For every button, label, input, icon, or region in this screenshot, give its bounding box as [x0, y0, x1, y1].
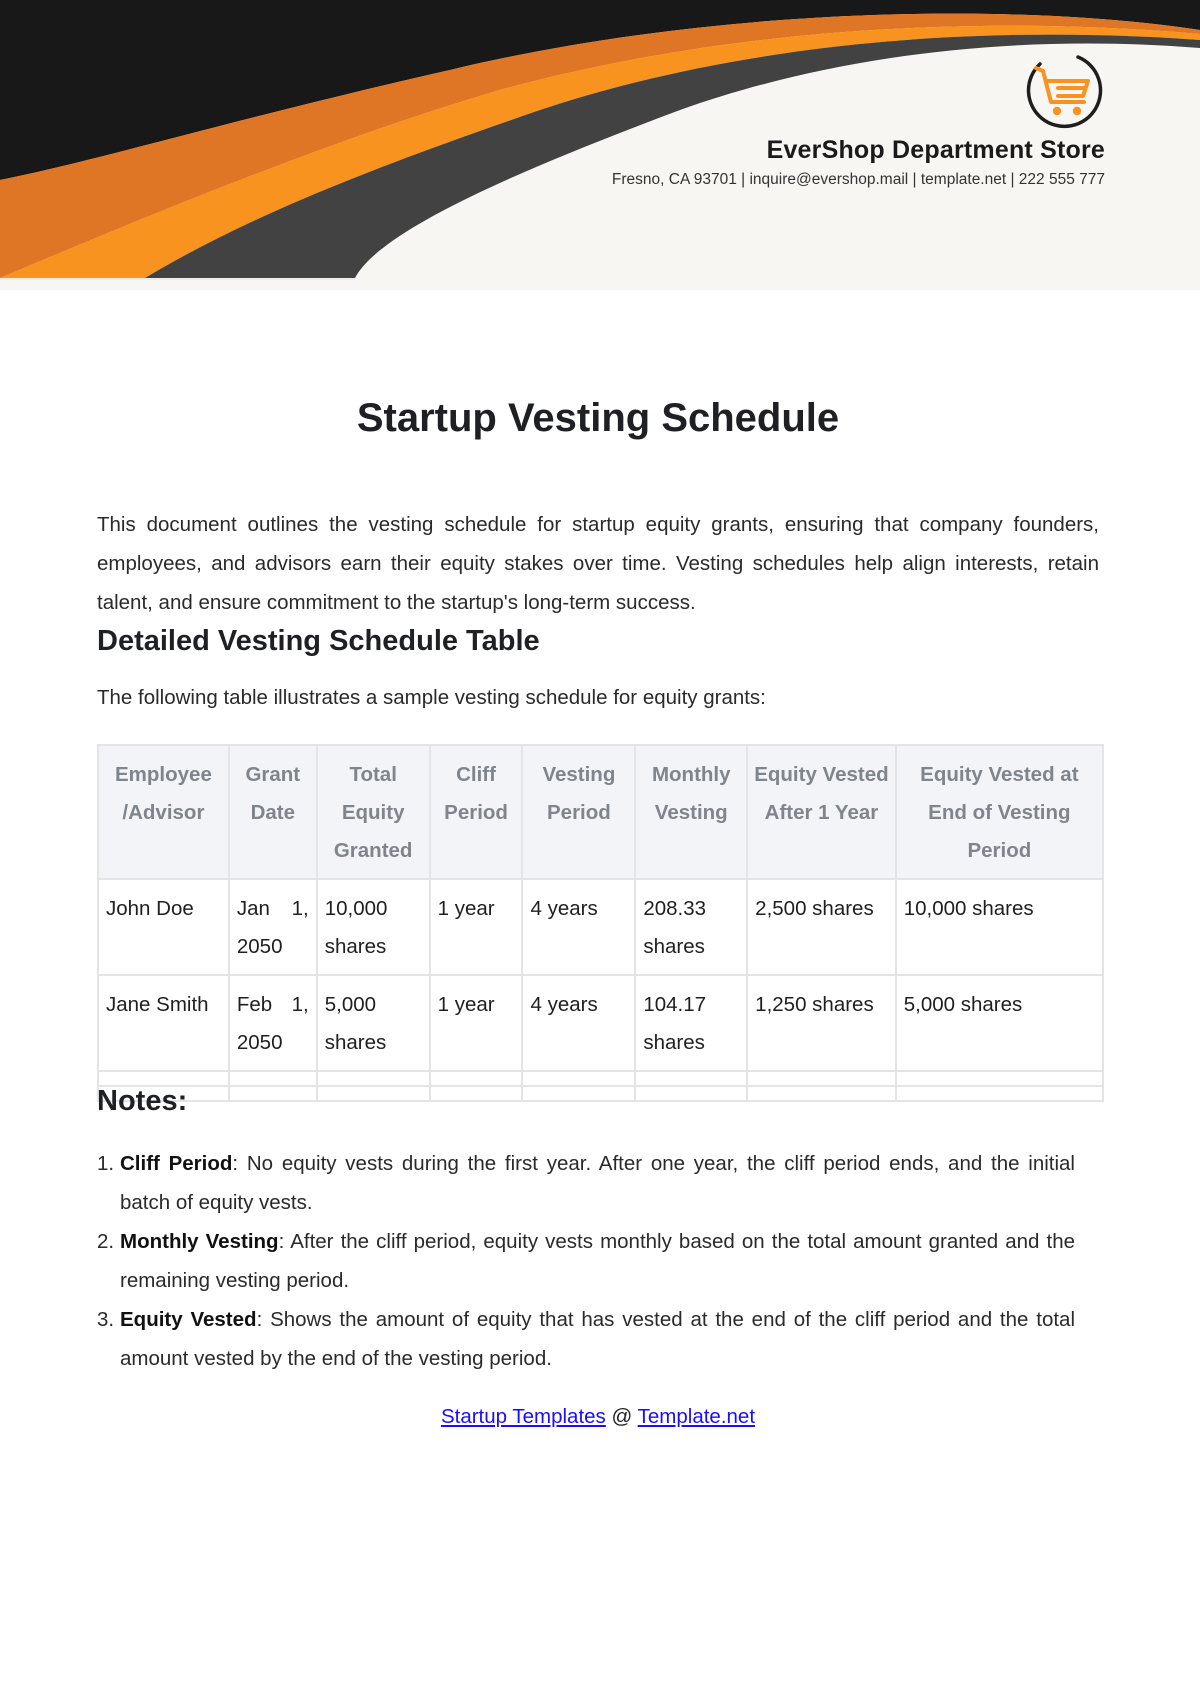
company-name: EverShop Department Store	[766, 136, 1105, 164]
table-cell: 10,000 shares	[317, 879, 430, 975]
note-item	[97, 1222, 1075, 1300]
table-cell	[229, 1071, 317, 1086]
table-cell: 4 years	[522, 975, 635, 1071]
table-cell	[747, 1071, 896, 1086]
note-text: : No equity vests during the first year. After one year, the cliff period ends, and the initial batch of equity vests.	[120, 1152, 1075, 1214]
table-cell: 10,000 shares	[896, 879, 1103, 975]
vesting-schedule-table	[97, 744, 1104, 1102]
table-cell: 1,250 shares	[747, 975, 896, 1071]
column-header: Vesting Period	[522, 745, 635, 879]
table-cell	[229, 1086, 317, 1101]
table-cell	[896, 1071, 1103, 1086]
table-cell	[522, 1086, 635, 1101]
column-header: Monthly Vesting	[635, 745, 747, 879]
table-cell: 5,000 shares	[896, 975, 1103, 1071]
note-item	[97, 1300, 1075, 1378]
table-cell: 1 year	[430, 879, 523, 975]
table-header-row	[98, 745, 1103, 879]
table-cell: 208.33 shares	[635, 879, 747, 975]
page-title: Startup Vesting Schedule	[356, 396, 840, 440]
empty-table-row	[98, 1071, 1103, 1086]
table-cell	[635, 1086, 747, 1101]
table-cell	[747, 1086, 896, 1101]
empty-table-row	[98, 1086, 1103, 1101]
table-cell: John Doe	[98, 879, 229, 975]
company-contact: Fresno, CA 93701 | inquire@evershop.mail | template.net | 222 555 777	[611, 171, 1105, 188]
table-cell: Jan 1, 2050	[229, 879, 317, 975]
table-row	[98, 879, 1103, 975]
table-cell: 104.17 shares	[635, 975, 747, 1071]
table-cell: Feb 1, 2050	[229, 975, 317, 1071]
table-cell	[635, 1071, 747, 1086]
table-cell	[522, 1071, 635, 1086]
table-cell: 1 year	[430, 975, 523, 1071]
column-header: Employee /Advisor	[98, 745, 229, 879]
note-text: : After the cliff period, equity vests monthly based on the total amount granted and the remaining vesting period.	[120, 1230, 1075, 1292]
column-header: Equity Vested After 1 Year	[747, 745, 896, 879]
table-cell	[430, 1086, 523, 1101]
template-net-link[interactable]: Template.net	[637, 1405, 756, 1428]
table-row	[98, 975, 1103, 1071]
table-cell	[98, 1071, 229, 1086]
note-item	[97, 1144, 1075, 1222]
note-number: 3.	[97, 1308, 115, 1331]
table-cell: 4 years	[522, 879, 635, 975]
column-header: Equity Vested at End of Vesting Period	[896, 745, 1103, 879]
note-term: Equity Vested	[120, 1308, 257, 1331]
startup-templates-link[interactable]: Startup Templates	[440, 1405, 606, 1428]
note-number: 2.	[97, 1230, 115, 1253]
table-cell: Jane Smith	[98, 975, 229, 1071]
table-lead-text: The following table illustrates a sample vesting schedule for equity grants:	[97, 686, 766, 709]
table-cell	[317, 1071, 430, 1086]
column-header: Grant Date	[229, 745, 317, 879]
table-cell: 2,500 shares	[747, 879, 896, 975]
table-cell	[896, 1086, 1103, 1101]
notes-list	[97, 1144, 1075, 1378]
column-header: Total Equity Granted	[317, 745, 430, 879]
shopping-cart-icon	[1026, 50, 1110, 132]
note-text: : Shows the amount of equity that has vested at the end of the cliff period and the total amount vested by the end of the vesting period.	[120, 1308, 1075, 1370]
table-cell	[317, 1086, 430, 1101]
footer-separator: @	[605, 1405, 638, 1428]
table-cell	[430, 1071, 523, 1086]
notes-heading: Notes:	[97, 1085, 188, 1117]
note-term: Monthly Vesting	[120, 1230, 279, 1253]
note-term: Cliff Period	[120, 1152, 233, 1175]
table-section-heading: Detailed Vesting Schedule Table	[97, 625, 540, 657]
column-header: Cliff Period	[430, 745, 523, 879]
intro-paragraph: This document outlines the vesting schedule for startup equity grants, ensuring that company founders, employees, and advisors earn their equity stakes over time. Vesting schedules help align interests, retain talent, and ensure commitment to the startup's long-term success.	[97, 513, 1099, 614]
letterhead	[0, 0, 1200, 290]
footer-credit	[97, 1405, 1099, 1429]
table-cell: 5,000 shares	[317, 975, 430, 1071]
note-number: 1.	[97, 1152, 115, 1175]
